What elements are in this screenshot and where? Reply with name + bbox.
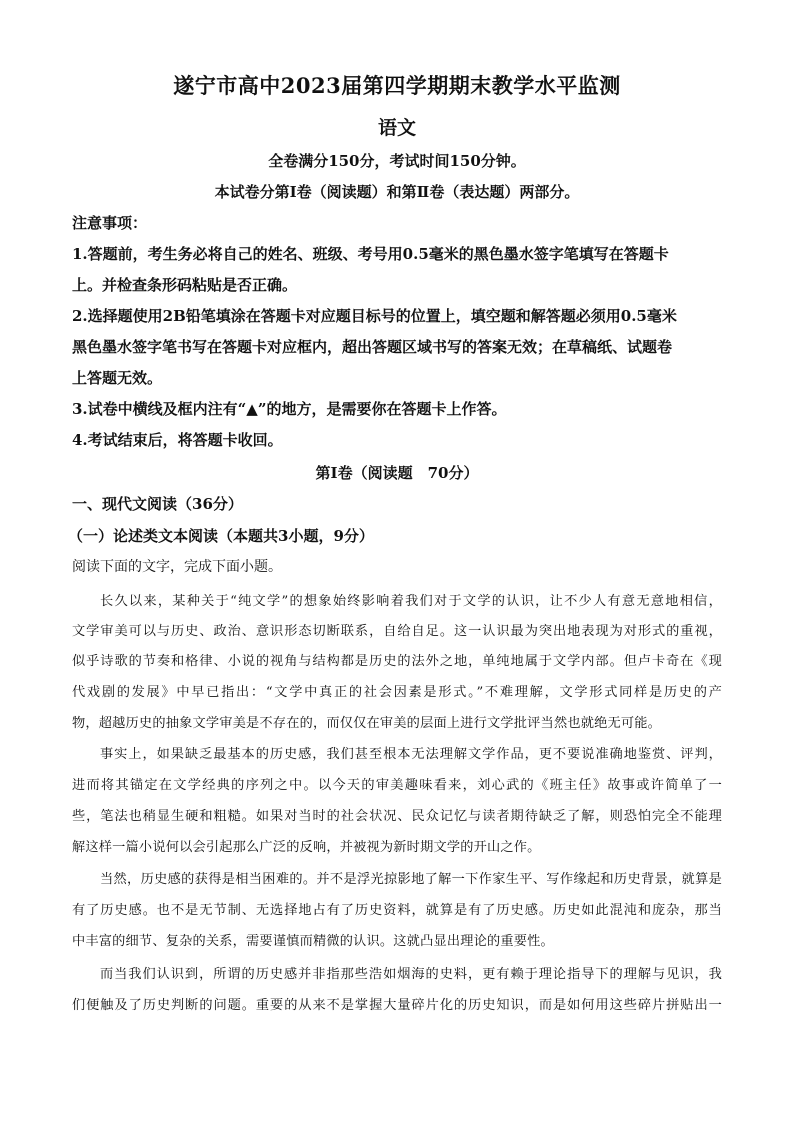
passage-line: 物，超越历史的抽象文学审美是不存在的，而仅仅在审美的层面上进行文学批评当然也就绝无可能。 (72, 716, 662, 731)
note-line: 4.考试结束后，将答题卡收回。 (72, 431, 283, 449)
passage-line: 们便触及了历史判断的问题。重要的从来不是掌握大量碎片化的历史知识，而是如何用这些碎片拼贴出一 (72, 998, 722, 1013)
passage-line: 事实上，如果缺乏最基本的历史感，我们甚至根本无法理解文学作品，更不要说准确地鉴赏、评判， (100, 747, 722, 762)
exam-score-info: 全卷满分150分，考试时间150分钟。 (268, 152, 526, 170)
passage-line: 长久以来，某种关于“纯文学”的想象始终影响着我们对于文学的认识，让不少人有意无意地相信， (100, 594, 722, 609)
note-line: 1.答题前，考生务必将自己的姓名、班级、考号用0.5毫米的黑色墨水签字笔填写在答题卡 (72, 245, 669, 263)
section-heading: 一、现代文阅读（36分） (72, 495, 243, 513)
passage-line: 些，笔法也稍显生硬和粗糙。如果对当时的社会状况、民众记忆与读者期待缺乏了解，则恐怕完全不能理 (72, 809, 722, 824)
passage-line: 代戏剧的发展》中早已指出：“文学中真正的社会因素是形式。”不难理解，文学形式同样是历史的产 (72, 685, 722, 700)
exam-structure-info: 本试卷分第Ⅰ卷（阅读题）和第Ⅱ卷（表达题）两部分。 (214, 183, 580, 201)
passage-line: 中丰富的细节、复杂的关系，需要谨慎而精微的认识。这就凸显出理论的重要性。 (72, 934, 554, 949)
note-line: 2.选择题使用2B铅笔填涂在答题卡对应题目标号的位置上，填空题和解答题必须用0.5毫米 (72, 307, 677, 325)
passage-line: 进而将其锚定在文学经典的序列之中。以今天的审美趣味看来，刘心武的《班主任》故事或许简单了一 (72, 778, 722, 793)
passage-line: 解这样一篇小说何以会引起那么广泛的反响，并被视为新时期文学的开山之作。 (72, 840, 541, 855)
passage-line: 似乎诗歌的节奏和格律、小说的视角与结构都是历史的法外之地，单纯地属于文学内部。但卢卡奇在《现 (72, 654, 722, 669)
note-line: 上。并检查条形码粘贴是否正确。 (72, 276, 298, 294)
passage-line: 当然，历史感的获得是相当困难的。并不是浮光掠影地了解一下作家生平、写作缘起和历史背景，就算是 (100, 872, 722, 887)
notes-heading: 注意事项： (72, 214, 148, 232)
exam-subject: 语文 (377, 117, 416, 139)
passage-line: 文学审美可以与历史、政治、意识形态切断联系，自给自足。这一认识最为突出地表现为对形式的重视， (72, 624, 722, 639)
note-line: 上答题无效。 (72, 369, 163, 387)
note-line: 黑色墨水签字笔书写在答题卡对应框内，超出答题区域书写的答案无效；在草稿纸、试题卷 (72, 338, 673, 356)
exam-title: 遂宁市高中2023届第四学期期末教学水平监测 (173, 73, 621, 98)
part-title: 第Ⅰ卷（阅读题 70分） (315, 464, 479, 482)
reading-instruction: 阅读下面的文字，完成下面小题。 (72, 559, 282, 575)
note-line: 3.试卷中横线及框内注有“▲”的地方，是需要你在答题卡上作答。 (72, 400, 507, 418)
subsection-heading: （一）论述类文本阅读（本题共3小题，9分） (68, 527, 374, 545)
passage-line: 有了历史感。也不是无节制、无选择地占有了历史资料，就算是有了历史感。历史如此混沌和庞杂，那当 (72, 903, 722, 918)
passage-line: 而当我们认识到，所谓的历史感并非指那些浩如烟海的史料，更有赖于理论指导下的理解与见识，我 (100, 967, 722, 982)
